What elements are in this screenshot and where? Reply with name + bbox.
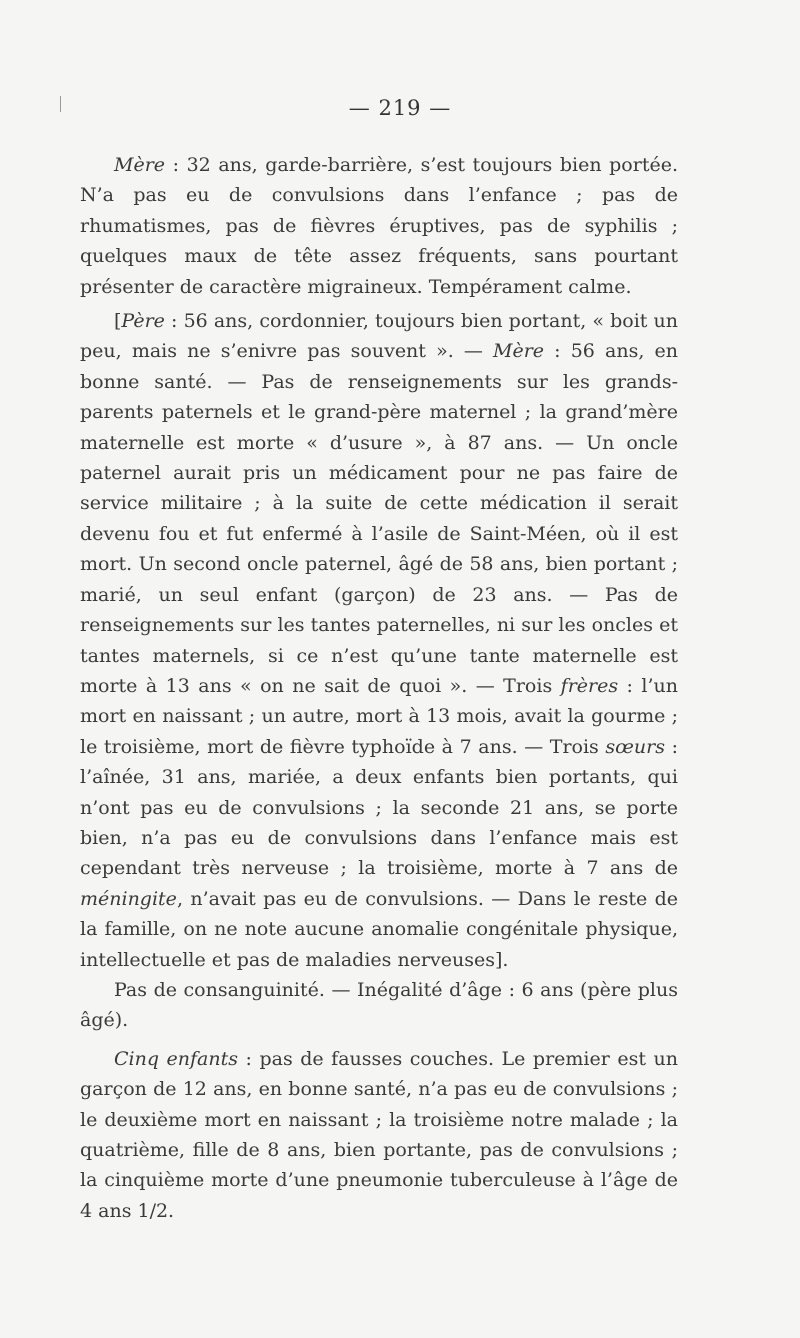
- paragraph-mother: [80, 150, 678, 302]
- page-number: — 219 —: [348, 96, 452, 120]
- family-text-c: : l’un mort en naissant ; un autre, mort à 13 mois, avait la gourme ; le troisième, mort de fièvre typhoïde à 7 ans. — Trois: [80, 674, 678, 758]
- label-soeurs: sœurs: [605, 735, 665, 758]
- paragraph-family-history: [80, 306, 678, 975]
- label-meningite: méningite: [80, 887, 177, 910]
- paragraph-consanguinity: [80, 975, 678, 1036]
- family-text-e: , n’avait pas eu de convulsions. — Dans le reste de la famille, on ne note aucune anomalie congénitale physique, intellectuelle et pas de maladies nerveuses].: [80, 887, 678, 971]
- family-text-a: : 56 ans, cordonnier, toujours bien portant, « boit un peu, mais ne s’enivre pas souvent ». —: [80, 310, 678, 363]
- label-pere: Père: [121, 310, 165, 333]
- family-text-d: : l’aînée, 31 ans, mariée, a deux enfants bien portants, qui n’ont pas eu de convulsions ; la seconde 21 ans, se porte bien, n’a pas eu de convulsions dans l’enfance mais est cependant très nerveuse ; la troisième, morte à 7 ans de: [80, 735, 678, 880]
- consanguinity-text: Pas de consanguinité. — Inégalité d’âge : 6 ans (père plus âgé).: [80, 978, 678, 1032]
- family-text-b: : 56 ans, en bonne santé. — Pas de renseignements sur les grands-parents paternels et le grand-père maternel ; la grand’mère maternelle est morte « d’usure », à 87 ans. — Un oncle paternel aurait pris un médicament pour ne pas faire de service militaire ; à la suite de cette médication il serait devenu fou et fut enfermé à l’asile de Saint-Méen, où il est mort. Un second oncle paternel, âgé de 58 ans, bien portant ; marié, un seul enfant (garçon) de 23 ans. — Pas de renseignements sur les tantes paternelles, ni sur les oncles et tantes maternels, si ce n’est qu’une tante maternelle est morte à 13 ans « on ne sait de quoi ». — Trois: [80, 340, 678, 697]
- label-cinq-enfants: Cinq enfants: [114, 1047, 239, 1070]
- label-mere: Mère: [114, 154, 166, 176]
- label-freres: frères: [560, 674, 619, 697]
- label-mere-2: Mère: [493, 340, 545, 363]
- open-bracket: [: [114, 310, 122, 333]
- children-text: : pas de fausses couches. Le premier est un garçon de 12 ans, en bonne santé, n’a pas eu de convulsions ; le deuxième mort en naissant ; la troisième notre malade ; la quatrième, fille de 8 ans, bien portante, pas de convulsions ; la cinquième morte d’une pneumonie tuberculeuse à l’âge de 4 ans 1/2.: [80, 1047, 678, 1222]
- body-text: [80, 150, 678, 1226]
- paragraph-mother-text: : 32 ans, garde-barrière, s’est toujours bien portée. N’a pas eu de convulsions dans l’enfance ; pas de rhumatismes, pas de fièvres éruptives, pas de syphilis ; quelques maux de tête assez fréquents, sans pourtant présenter de caractère migraineux. Tempérament calme.: [80, 154, 678, 298]
- paragraph-children: [80, 1044, 678, 1226]
